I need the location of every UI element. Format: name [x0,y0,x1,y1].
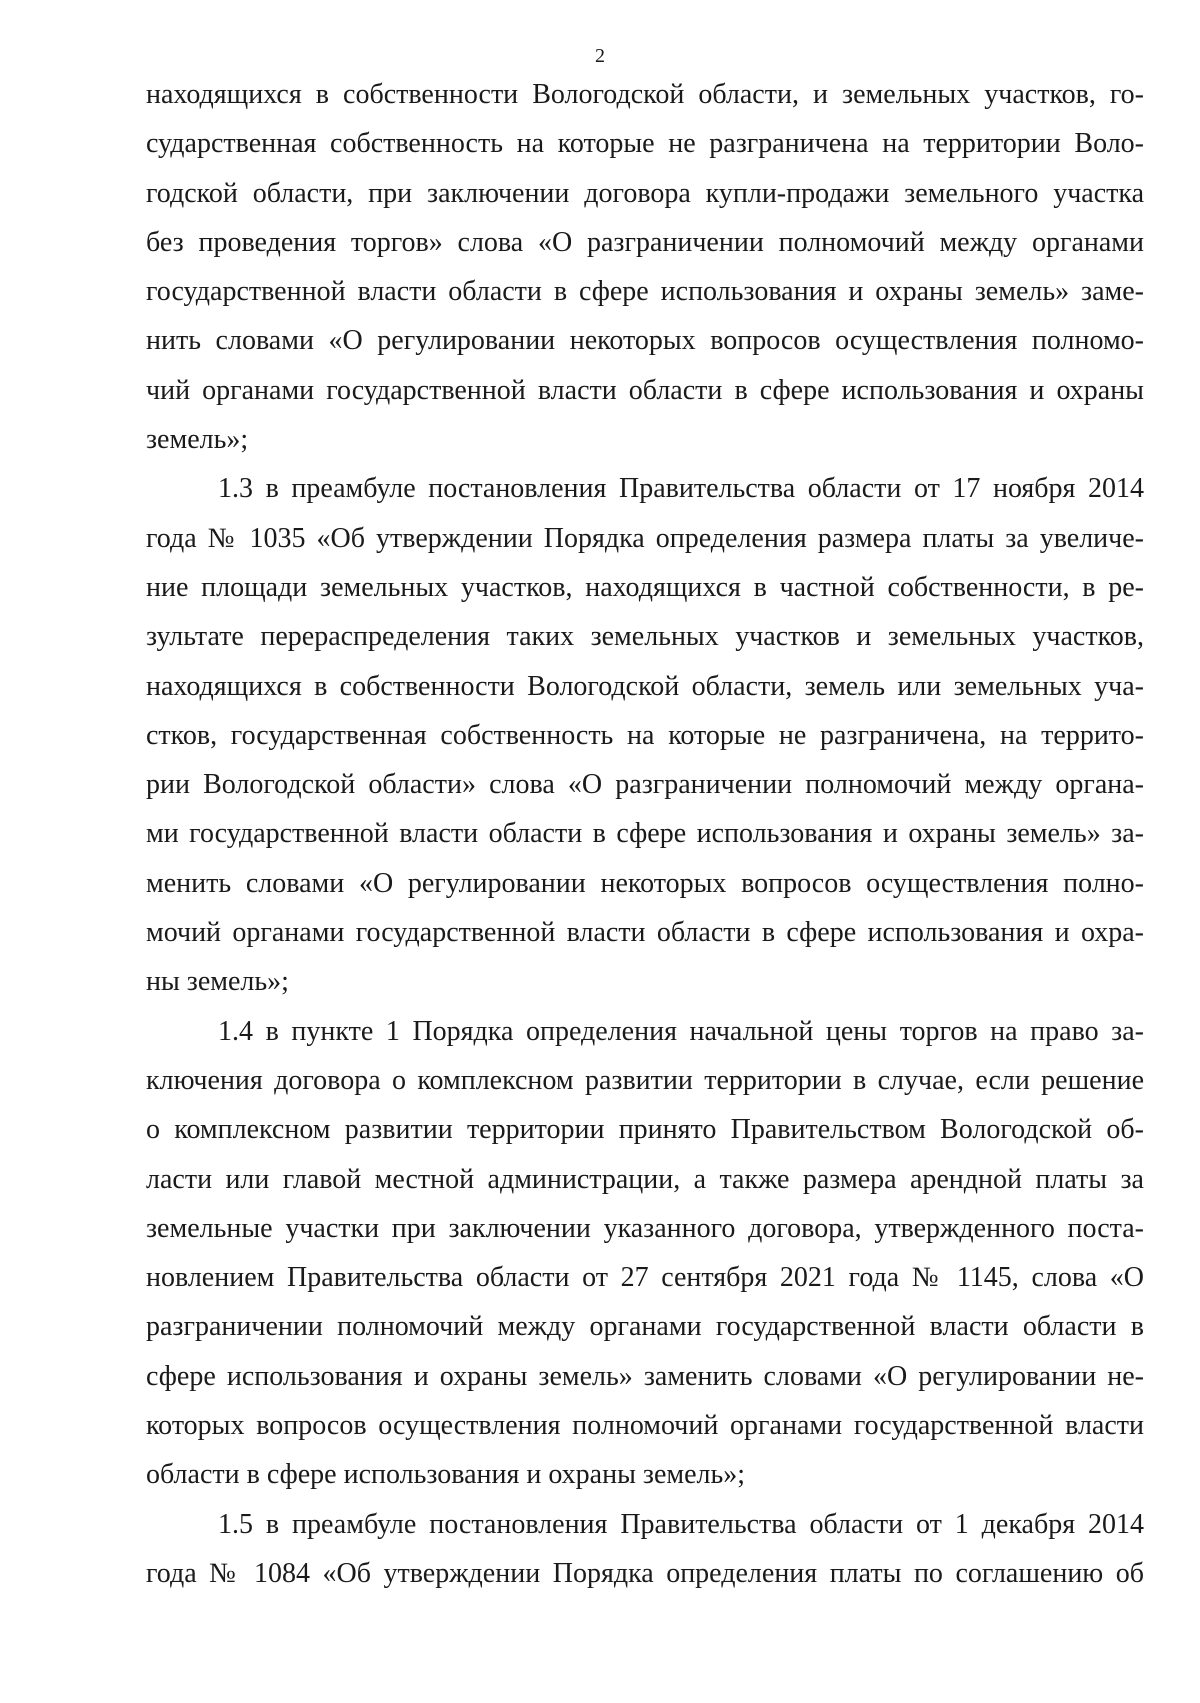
document-paragraph [146,464,1144,1006]
paragraph-line: земельные участки при заключении указанного договора, утвержденного поста- [146,1212,1144,1244]
paragraph-line: разграничении полномочий между органами государственной власти области в [146,1311,1144,1343]
paragraph-line: области в сфере использования и охраны земель»; [146,1459,746,1491]
paragraph-line: новлением Правительства области от 27 сентября 2021 года № 1145, слова «О [146,1262,1144,1294]
document-body [146,70,1144,1598]
paragraph-line: ние площади земельных участков, находящихся в частной собственности, в ре- [146,571,1144,603]
paragraph-line: ны земель»; [146,966,289,998]
paragraph-line: менить словами «О регулировании некоторых вопросов осуществления полно- [146,867,1144,899]
document-paragraph [146,1500,1144,1599]
paragraph-line: годской области, при заключении договора купли-продажи земельного участка [146,177,1144,209]
paragraph-line: 1.4 в пункте 1 Порядка определения начальной цены торгов на право за- [218,1015,1144,1047]
paragraph-line: ми государственной власти области в сфере использования и охраны земель» за- [146,818,1144,850]
paragraph-line: зультате перераспределения таких земельных участков и земельных участков, [146,621,1144,653]
paragraph-line: чий органами государственной власти области в сфере использования и охраны [146,374,1144,406]
paragraph-line: рии Вологодской области» слова «О разграничении полномочий между органа- [146,769,1144,801]
paragraph-line: сфере использования и охраны земель» заменить словами «О регулировании не- [146,1360,1144,1392]
paragraph-line: 1.3 в преамбуле постановления Правительства области от 17 ноября 2014 [218,473,1144,505]
paragraph-line: 1.5 в преамбуле постановления Правительства области от 1 декабря 2014 [218,1508,1144,1540]
paragraph-line: года № 1035 «Об утверждении Порядка определения размера платы за увеличе- [146,522,1144,554]
paragraph-line: стков, государственная собственность на которые не разграничена, на террито- [146,719,1144,751]
paragraph-line: года № 1084 «Об утверждении Порядка определения платы по соглашению об [146,1557,1144,1589]
paragraph-line: которых вопросов осуществления полномочий органами государственной власти [146,1410,1144,1442]
paragraph-line: ласти или главой местной администрации, а также размера арендной платы за [146,1163,1144,1195]
paragraph-line: государственной власти области в сфере использования и охраны земель» заме- [146,276,1144,308]
paragraph-line: земель»; [146,424,249,456]
page-number: 2 [595,45,605,67]
paragraph-line: о комплексном развитии территории принято Правительством Вологодской об- [146,1114,1144,1146]
paragraph-line: находящихся в собственности Вологодской области, земель или земельных уча- [146,670,1144,702]
paragraph-line: мочий органами государственной власти области в сфере использования и охра- [146,917,1144,949]
paragraph-line: сударственная собственность на которые не разграничена на территории Воло- [146,128,1144,160]
paragraph-line: нить словами «О регулировании некоторых вопросов осуществления полномо- [146,325,1144,357]
paragraph-line: находящихся в собственности Вологодской области, и земельных участков, го- [146,79,1144,110]
paragraph-line: ключения договора о комплексном развитии территории в случае, если решение [146,1064,1144,1096]
document-paragraph [146,70,1144,464]
document-paragraph [146,1007,1144,1500]
paragraph-line: без проведения торгов» слова «О разграничении полномочий между органами [146,226,1144,258]
